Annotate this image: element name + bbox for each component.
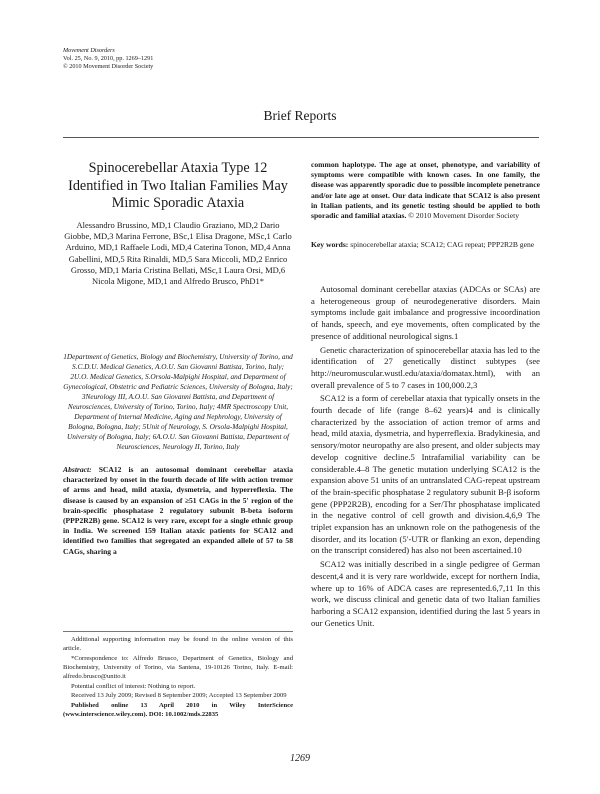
abstract-copyright: © 2010 Movement Disorder Society (406, 211, 520, 221)
journal-name: Movement Disorders (63, 47, 115, 54)
abstract-text-left: SCA12 is an autosomal dominant cerebellar ataxia characterized by onset in the fourth decade of life with action tremor of arms and head, mild ataxia, dysmetria, and hyperreflexia. The disease is caused by an expansion of ≥51 CAGs in the 5′ region of the brain-specific phosphatase 2 regulatory subunit B-beta isoform (PPP2R2B) gene. SCA12 is very rare, except for a single ethnic group in India. We screened 159 Italian ataxic patients for SCA12 and identified two families that segregated an expanded allele of 57 to 58 CAGs, sharing a (63, 465, 293, 556)
footnote-correspondence: *Correspondence to: Alfredo Brusco, Department of Genetics, Biology and Biochemistry, University of Torino, via Santena, 19-10126 Torino, Italy. E-mail: alfredo.brusco@unito.it (63, 654, 293, 680)
body-paragraph-4: SCA12 was initially described in a single pedigree of German descent,4 and it is very rare worldwide, except for northern India, where up to 16% of ADCA cases are represented.6,7,11 In this work, we discuss clinical and genetic data of two Italian families harboring a SCA12 expansion, identified during the last 5 years in our Genetics Unit. (311, 559, 540, 628)
header-rule (63, 137, 539, 138)
abstract-left (63, 465, 293, 557)
section-heading: Brief Reports (263, 108, 337, 123)
footnote-conflict: Potential conflict of interest: Nothing to report. (71, 682, 196, 690)
body-text (311, 284, 540, 631)
body-paragraph-1: Autosomal dominant cerebellar ataxias (ADCAs or SCAs) are a heterogeneous group of neurodegenerative disorders. Main symptoms include gait imbalance and progressive incoordination of hands, speech, and eye movements, often complicated by the presence of additional neurological signs.1 (311, 284, 540, 341)
author-list: Alessandro Brussino, MD,1 Claudio Graziano, MD,2 Dario Giobbe, MD,3 Marina Ferrone, BSc,1 Elisa Dragone, MSc,1 Carlo Arduino, MD,1 Raffaele Lodi, MD,4 Caterina Tonon, MD,4 Anna Gabellini, MD,5 Rita Rinaldi, MD,5 Sara Miccoli, MD,2 Enrico Grosso, MD,1 Maria Cristina Bellati, MSc,1 Laura Orsi, MD,6 Nicola Migone, MD,1 and Alfredo Brusco, PhD1* (64, 220, 292, 287)
journal-copyright: © 2010 Movement Disorder Society (63, 62, 154, 70)
page-number: 1269 (290, 753, 310, 764)
footnote-supporting: Additional supporting information may be found in the online version of this article. (63, 636, 293, 652)
footnote-rule (63, 631, 293, 632)
keywords-list: spinocerebellar ataxia; SCA12; CAG repeat; PPP2R2B gene (348, 240, 535, 249)
article-title: Spinocerebellar Ataxia Type 12 Identified in Two Italian Families May Mimic Sporadic Ataxia (68, 160, 288, 211)
abstract-text-right: common haplotype. The age at onset, phenotype, and variability of symptoms were compatible with known cases. In one family, the disease was apparently sporadic due to possible incomplete penetrance and/or late age at onset. Our data indicate that SCA12 is also present in Italian patients, and its genetic testing should be applied to both sporadic and familial ataxias. (311, 160, 540, 221)
footnotes (63, 636, 293, 721)
keywords (311, 240, 540, 250)
affiliations: 1Department of Genetics, Biology and Biochemistry, University of Torino, and S.C.D.U. Medical Genetics, A.O.U. San Giovanni Battista, Torino, Italy; 2U.O. Medical Genetics, S.Orsola-Malpighi Hospital, and Department of Gynecological, Obstetric and Pediatric Sciences, University of Bologna, Italy; 3Neurology III, A.O.U. San Giovanni Battista, and Department of Neurosciences, University of Torino, Torino, Italy; 4MR Spectroscopy Unit, Department of Internal Medicine, Aging and Nephrology, University of Bologna, Bologna, Italy; 5Unit of Neurology, S. Orsola-Malpighi Hospital, University of Bologna, Italy; 6A.O.U. San Giovanni Battista, Department of Neurosciences, Neurology II, Torino, Italy (63, 352, 293, 451)
keywords-label: Key words: (311, 240, 349, 249)
body-paragraph-3: SCA12 is a form of cerebellar ataxia that typically onsets in the fourth decade of life (range 8–62 years)4 and is clinically characterized by the association of action tremor of arms and head, mild ataxia, dysmetria, and hyperreflexia. Bradykinesia, and sensory/motor neuropathy are also present, and older subjects may develop cognitive decline.5 Intrafamilial variability can be considerable.4–8 The genetic mutation underlying SCA12 is the expansion above 51 units of an untranslated CAG-repeat upstream of the brain-specific phosphatase 2 regulatory subunit B-β isoform gene (PPP2R2B), encoding for a Ser/Thr phosphatase implicated in the negative control of cell growth and division.4,6,9 The triplet expansion has an unknown role on the pathogenesis of the disorder, and its location (5′-UTR or flanking an exon, depending on the transcript considered) has also not been ascertained.10 (311, 393, 540, 556)
journal-header (63, 47, 153, 70)
abstract-label: Abstract: (63, 465, 92, 474)
journal-volume: Vol. 25, No. 9, 2010, pp. 1269–1291 (63, 54, 154, 62)
footnote-received: Received 13 July 2009; Revised 8 September 2009; Accepted 13 September 2009 (71, 692, 287, 700)
abstract-right (311, 160, 540, 221)
footnote-published: Published online 13 April 2010 in Wiley InterScience (www.interscience.wiley.com). DOI: 10.1002/mds.22835 (63, 702, 293, 719)
body-paragraph-2: Genetic characterization of spinocerebellar ataxia has led to the identification of 27 genetically distinct subtypes (see http://neuromuscular.wustl.edu/ataxia/domatax.html), with an overall prevalence of 5 to 7 cases in 100,000.2,3 (311, 344, 540, 390)
